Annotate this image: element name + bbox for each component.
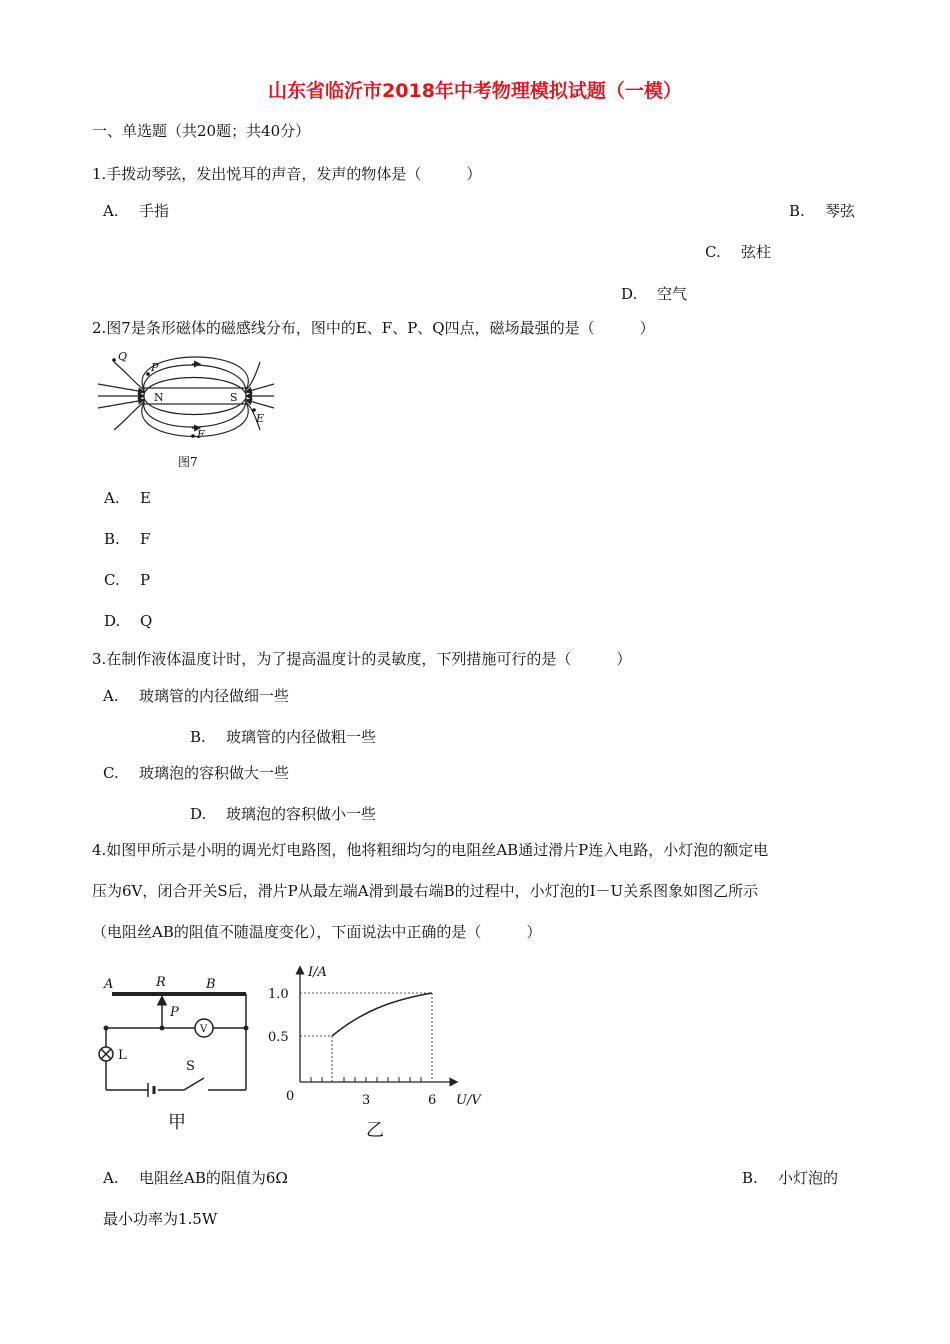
iu-curve — [332, 993, 432, 1036]
x-tick-2: 6 — [428, 1093, 437, 1108]
q1-option-b[interactable] — [789, 200, 855, 221]
q1-option-d[interactable] — [621, 283, 687, 304]
option-letter: A. — [103, 202, 119, 220]
option-letter: B. — [190, 728, 206, 746]
option-text: 琴弦 — [825, 202, 856, 220]
x-axis-label: U/V — [456, 1093, 481, 1108]
option-text: E — [140, 489, 151, 507]
label-r: R — [156, 975, 166, 990]
section-heading: 一、单选题（共20题；共40分） — [92, 122, 311, 140]
question-4-stem-line-1: 4.如图甲所示是小明的调光灯电路图，他将粗细均匀的电阻丝AB通过滑片P连入电路，小灯泡的额定电 — [92, 841, 769, 859]
option-text: 手指 — [139, 202, 170, 220]
y-axis-label: I/A — [308, 965, 327, 980]
q3-option-a[interactable] — [103, 685, 289, 706]
option-text: 空气 — [657, 285, 688, 303]
q2-option-b[interactable] — [104, 530, 150, 548]
magnet-field-figure — [96, 344, 276, 472]
option-letter: D. — [621, 285, 638, 303]
option-letter: D. — [104, 612, 121, 630]
point-p-label: P — [151, 361, 159, 374]
label-v: V — [200, 1024, 208, 1035]
label-b: B — [206, 977, 216, 992]
option-text: 玻璃管的内径做粗一些 — [226, 728, 377, 746]
option-text: 电阻丝AB的阻值为6Ω — [139, 1169, 288, 1187]
page-title: 山东省临沂市2018年中考物理模拟试题（一模） — [268, 80, 682, 102]
question-4-stem-line-2: 压为6V，闭合开关S后，滑片P从最左端A滑到最右端B的过程中，小灯泡的I－U关系图象如图乙所示 — [92, 882, 759, 900]
switch-s — [184, 1078, 204, 1090]
point-f-label: F — [197, 428, 205, 441]
question-3-stem: 3.在制作液体温度计时，为了提高温度计的灵敏度，下列措施可行的是（ ） — [92, 650, 632, 668]
option-text: 弦柱 — [741, 243, 772, 261]
point-e-label: E — [256, 412, 265, 425]
option-letter: B. — [742, 1169, 758, 1187]
q2-option-a[interactable] — [104, 489, 151, 507]
option-letter: A. — [103, 1169, 119, 1187]
figure-caption: 图7 — [178, 455, 198, 469]
option-text: 玻璃管的内径做细一些 — [139, 687, 290, 705]
q2-option-c[interactable] — [104, 571, 150, 589]
option-letter: D. — [190, 805, 207, 823]
question-1-stem: 1.手拨动琴弦，发出悦耳的声音，发声的物体是（ ） — [92, 165, 482, 183]
option-letter: C. — [103, 764, 119, 782]
point-p-dot — [146, 372, 150, 376]
q3-option-c[interactable] — [103, 762, 289, 783]
label-p: P — [170, 1005, 179, 1020]
x-tick-1: 3 — [362, 1093, 371, 1108]
option-letter: C. — [705, 243, 721, 261]
point-q-label: Q — [118, 350, 128, 363]
q4-option-b[interactable] — [742, 1167, 838, 1188]
q2-option-d[interactable] — [104, 612, 152, 630]
option-text: 小灯泡的 — [778, 1169, 839, 1187]
magnet-south-label: S — [230, 391, 238, 404]
option-text: 最小功率为1.5W — [103, 1210, 218, 1228]
option-letter: B. — [789, 202, 805, 220]
magnet-north-label: N — [154, 391, 164, 404]
option-text: Q — [140, 612, 153, 630]
q1-option-c[interactable] — [705, 241, 771, 262]
graph-caption: 乙 — [366, 1120, 384, 1141]
label-l: L — [118, 1048, 127, 1063]
option-letter: C. — [104, 571, 120, 589]
option-text: 玻璃泡的容积做大一些 — [139, 764, 290, 782]
point-q-dot — [112, 358, 116, 362]
q3-option-d[interactable] — [190, 803, 376, 824]
label-a: A — [104, 977, 114, 992]
iu-graph — [266, 960, 496, 1144]
option-letter: B. — [104, 530, 120, 548]
option-text: P — [140, 571, 151, 589]
origin-label: 0 — [286, 1089, 295, 1104]
option-text: F — [140, 530, 151, 548]
q1-option-a[interactable] — [103, 200, 169, 221]
option-letter: A. — [104, 489, 120, 507]
point-f-dot — [191, 434, 195, 438]
question-2-stem: 2.图7是条形磁体的磁感线分布，图中的E、F、P、Q四点，磁场最强的是（ ） — [92, 319, 655, 337]
q3-option-b[interactable] — [190, 726, 376, 747]
option-text: 玻璃泡的容积做小一些 — [226, 805, 377, 823]
y-tick-1: 1.0 — [268, 987, 289, 1002]
circuit-diagram — [96, 966, 266, 1136]
question-4-stem-line-3: （电阻丝AB的阻值不随温度变化），下面说法中正确的是（ ） — [92, 923, 542, 941]
circuit-caption: 甲 — [168, 1112, 186, 1133]
q4-option-b-continued — [103, 1208, 217, 1229]
y-tick-2: 0.5 — [268, 1030, 289, 1045]
option-letter: A. — [103, 687, 119, 705]
label-s: S — [186, 1059, 195, 1074]
q4-option-a[interactable] — [103, 1167, 288, 1188]
